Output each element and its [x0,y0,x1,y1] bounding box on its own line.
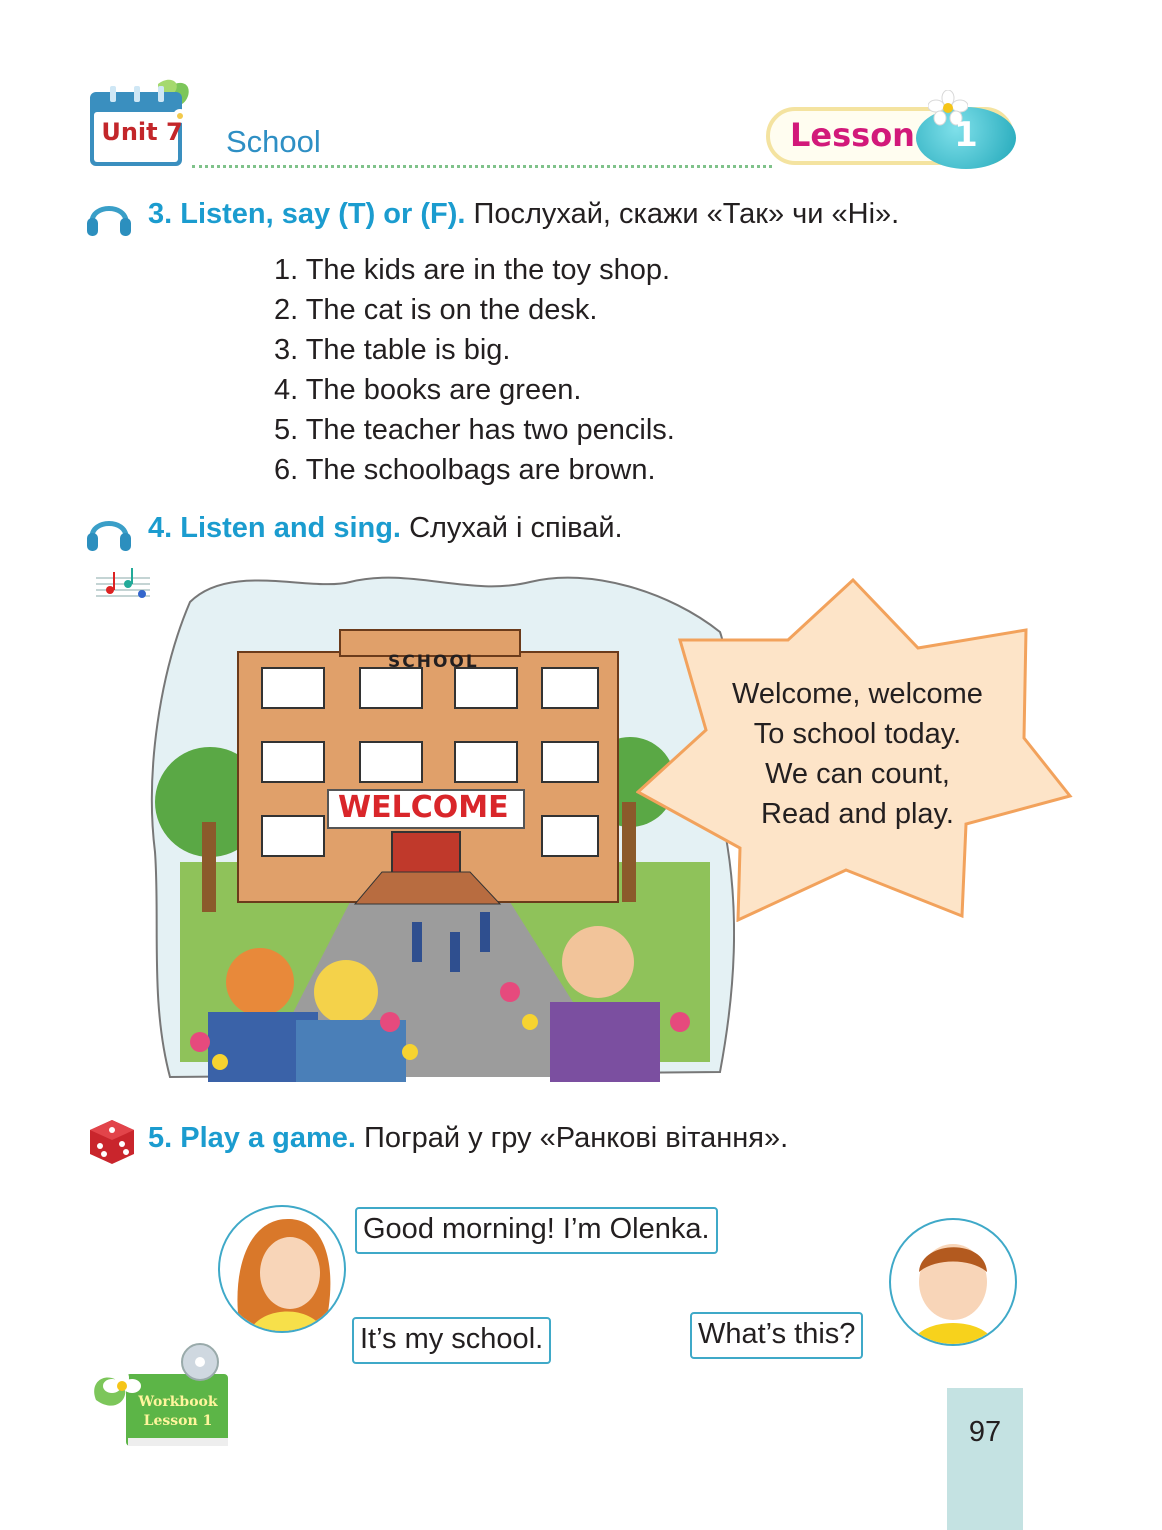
workbook-line-2: Lesson 1 [143,1413,213,1429]
lesson-number: 1 [954,115,978,155]
task-5-heading [148,1122,788,1155]
song-line: To school today. [753,718,962,750]
song-lyrics [690,674,1025,834]
page-number-tab [947,1388,1023,1530]
task-4-title: 4. Listen and sing. [148,512,401,544]
school-sign: SCHOOL [388,652,479,672]
boy-avatar [889,1218,1017,1346]
task-3-instruction: Послухай, скажи «Так» чи «Ні». [473,198,900,230]
list-item: 4. The books are green. [274,374,582,406]
page-number: 97 [968,1416,1002,1448]
task-5-title: 5. Play a game. [148,1122,356,1154]
speech-bubble-question: What’s this? [690,1312,863,1359]
task-3-title: 3. Listen, say (T) or (F). [148,198,466,230]
headphones-icon [84,507,134,557]
list-item: 1. The kids are in the toy shop. [274,254,671,286]
song-line: Read and play. [761,798,954,830]
workbook-line-1: Workbook [138,1394,218,1410]
list-item: 5. The teacher has two pencils. [274,414,675,446]
girl-avatar [218,1205,346,1333]
speech-bubble-school: It’s my school. [352,1317,551,1364]
unit-title: School [226,124,321,159]
headphones-icon [84,192,134,242]
list-item: 2. The cat is on the desk. [274,294,598,326]
header-divider [192,165,772,168]
lesson-label: Lesson [790,116,915,154]
unit-label: Unit 7 [101,118,183,146]
task-3-heading [148,198,899,231]
task-5-instruction: Пограй у гру «Ранкові вітання». [364,1122,789,1154]
dice-icon [88,1118,136,1166]
song-line: Welcome, welcome [732,678,983,710]
music-notes-icon [94,566,152,604]
list-item: 6. The schoolbags are brown. [274,454,656,486]
task-4-heading [148,512,623,545]
welcome-sign: WELCOME [338,790,509,825]
speech-bubble-olenka: Good morning! I’m Olenka. [355,1207,718,1254]
workbook-label [130,1393,226,1431]
task-4-instruction: Слухай і співай. [409,512,623,544]
list-item: 3. The table is big. [274,334,511,366]
true-false-list [274,250,675,490]
song-line: We can count, [765,758,950,790]
